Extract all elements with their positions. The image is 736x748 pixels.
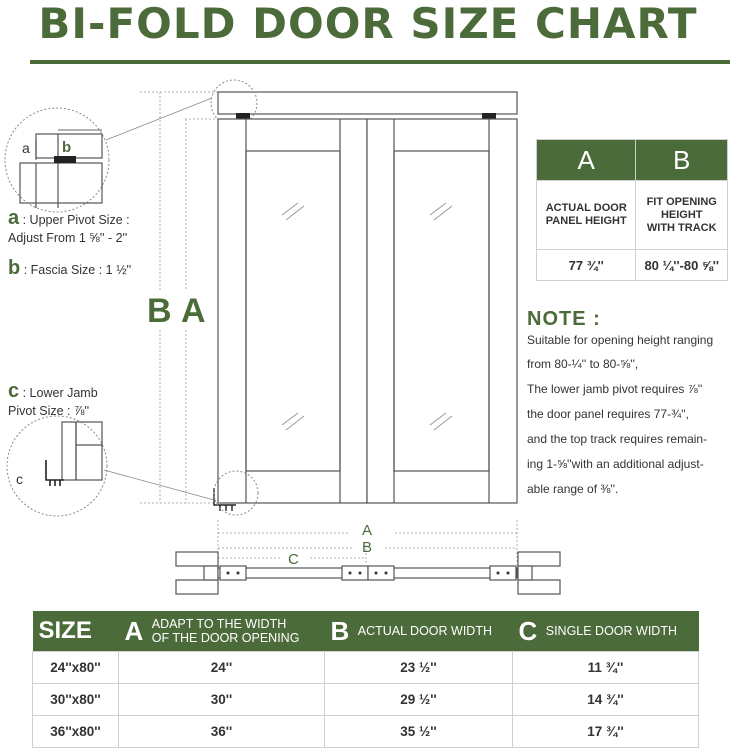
dim-a-label: A — [362, 522, 373, 539]
b-header-letter: B — [330, 615, 350, 646]
note-line: able range of ⅜''. — [527, 482, 619, 496]
callout-c-detail: Pivot Size : ⅞'' — [8, 404, 90, 418]
a-header-line: ADAPT TO THE WIDTH — [151, 617, 287, 631]
c-cell: 14 ¾'' — [513, 684, 699, 716]
size-table-header — [33, 611, 699, 652]
spec-desc-a-line: PANEL HEIGHT — [545, 215, 627, 227]
b-cell: 29 ½'' — [325, 684, 513, 716]
size-header — [33, 611, 119, 652]
spec-desc-b-line: FIT OPENING — [646, 195, 717, 208]
spec-desc-b-line: HEIGHT — [660, 208, 703, 221]
dim-b-label: B — [362, 539, 373, 556]
a-cell: 30'' — [119, 684, 325, 716]
spec-desc-a-line: ACTUAL DOOR — [545, 202, 627, 214]
callout-c — [8, 380, 98, 403]
c-cell: 17 ¾'' — [513, 716, 699, 748]
note-line: the door panel requires 77-¾'', — [527, 407, 690, 421]
spec-value-b: 80 ¼''-80 ⅝'' — [636, 250, 728, 281]
spec-col-a: A — [537, 140, 636, 181]
callout-a-detail: Adjust From 1 ⅝'' - 2'' — [8, 231, 128, 245]
callout-b-text: : Fascia Size : 1 ½'' — [23, 263, 132, 277]
detail-c-label: c — [16, 471, 23, 487]
note-line: from 80-¼'' to 80-⅝'', — [527, 357, 639, 371]
table-row — [33, 652, 699, 684]
spec-value-a: 77 ¾'' — [537, 250, 636, 281]
detail-b-label: b — [62, 139, 72, 156]
table-row — [33, 684, 699, 716]
spec-table — [536, 139, 728, 281]
b-header-text: ACTUAL DOOR WIDTH — [357, 624, 492, 638]
b-header — [325, 611, 513, 652]
table-row — [33, 716, 699, 748]
size-table — [32, 611, 699, 748]
a-cell: 36'' — [119, 716, 325, 748]
a-header-line: OF THE DOOR OPENING — [151, 631, 300, 645]
dim-c-label: C — [288, 551, 299, 568]
spec-desc-b — [636, 181, 728, 250]
b-cell: 35 ½'' — [325, 716, 513, 748]
spec-desc-b-line: WITH TRACK — [646, 221, 717, 234]
note-title: NOTE : — [527, 308, 601, 330]
callout-a-letter: a — [8, 207, 20, 229]
a-header-text — [152, 617, 300, 645]
callout-a — [8, 207, 130, 230]
size-header-label: SIZE — [38, 617, 92, 644]
c-cell: 11 ¾'' — [513, 652, 699, 684]
size-cell: 30''x80'' — [33, 684, 119, 716]
a-cell: 24'' — [119, 652, 325, 684]
note-line: and the top track requires remain- — [527, 432, 708, 446]
height-label-b: B — [147, 292, 172, 330]
note-line: Suitable for opening height ranging — [527, 333, 714, 347]
note-line: The lower jamb pivot requires ⅞'' — [527, 382, 703, 396]
size-cell: 24''x80'' — [33, 652, 119, 684]
height-label-a: A — [181, 292, 206, 330]
callout-a-text: : Upper Pivot Size : — [22, 213, 130, 227]
c-header-letter: C — [518, 615, 538, 646]
callout-c-text: : Lower Jamb — [22, 386, 98, 400]
c-header-text: SINGLE DOOR WIDTH — [545, 624, 677, 638]
b-cell: 23 ½'' — [325, 652, 513, 684]
a-header — [119, 611, 325, 652]
a-header-letter: A — [124, 615, 144, 646]
page-title: BI-FOLD DOOR SIZE CHART — [38, 0, 698, 48]
spec-desc-a — [537, 181, 636, 250]
detail-a-label: a — [22, 140, 30, 156]
callout-c-letter: c — [8, 380, 20, 402]
callout-b — [8, 257, 131, 280]
size-cell: 36''x80'' — [33, 716, 119, 748]
callout-b-letter: b — [8, 257, 21, 279]
note-line: ing 1-⅝''with an additional adjust- — [527, 457, 704, 471]
spec-col-b: B — [636, 140, 728, 181]
c-header — [513, 611, 699, 652]
